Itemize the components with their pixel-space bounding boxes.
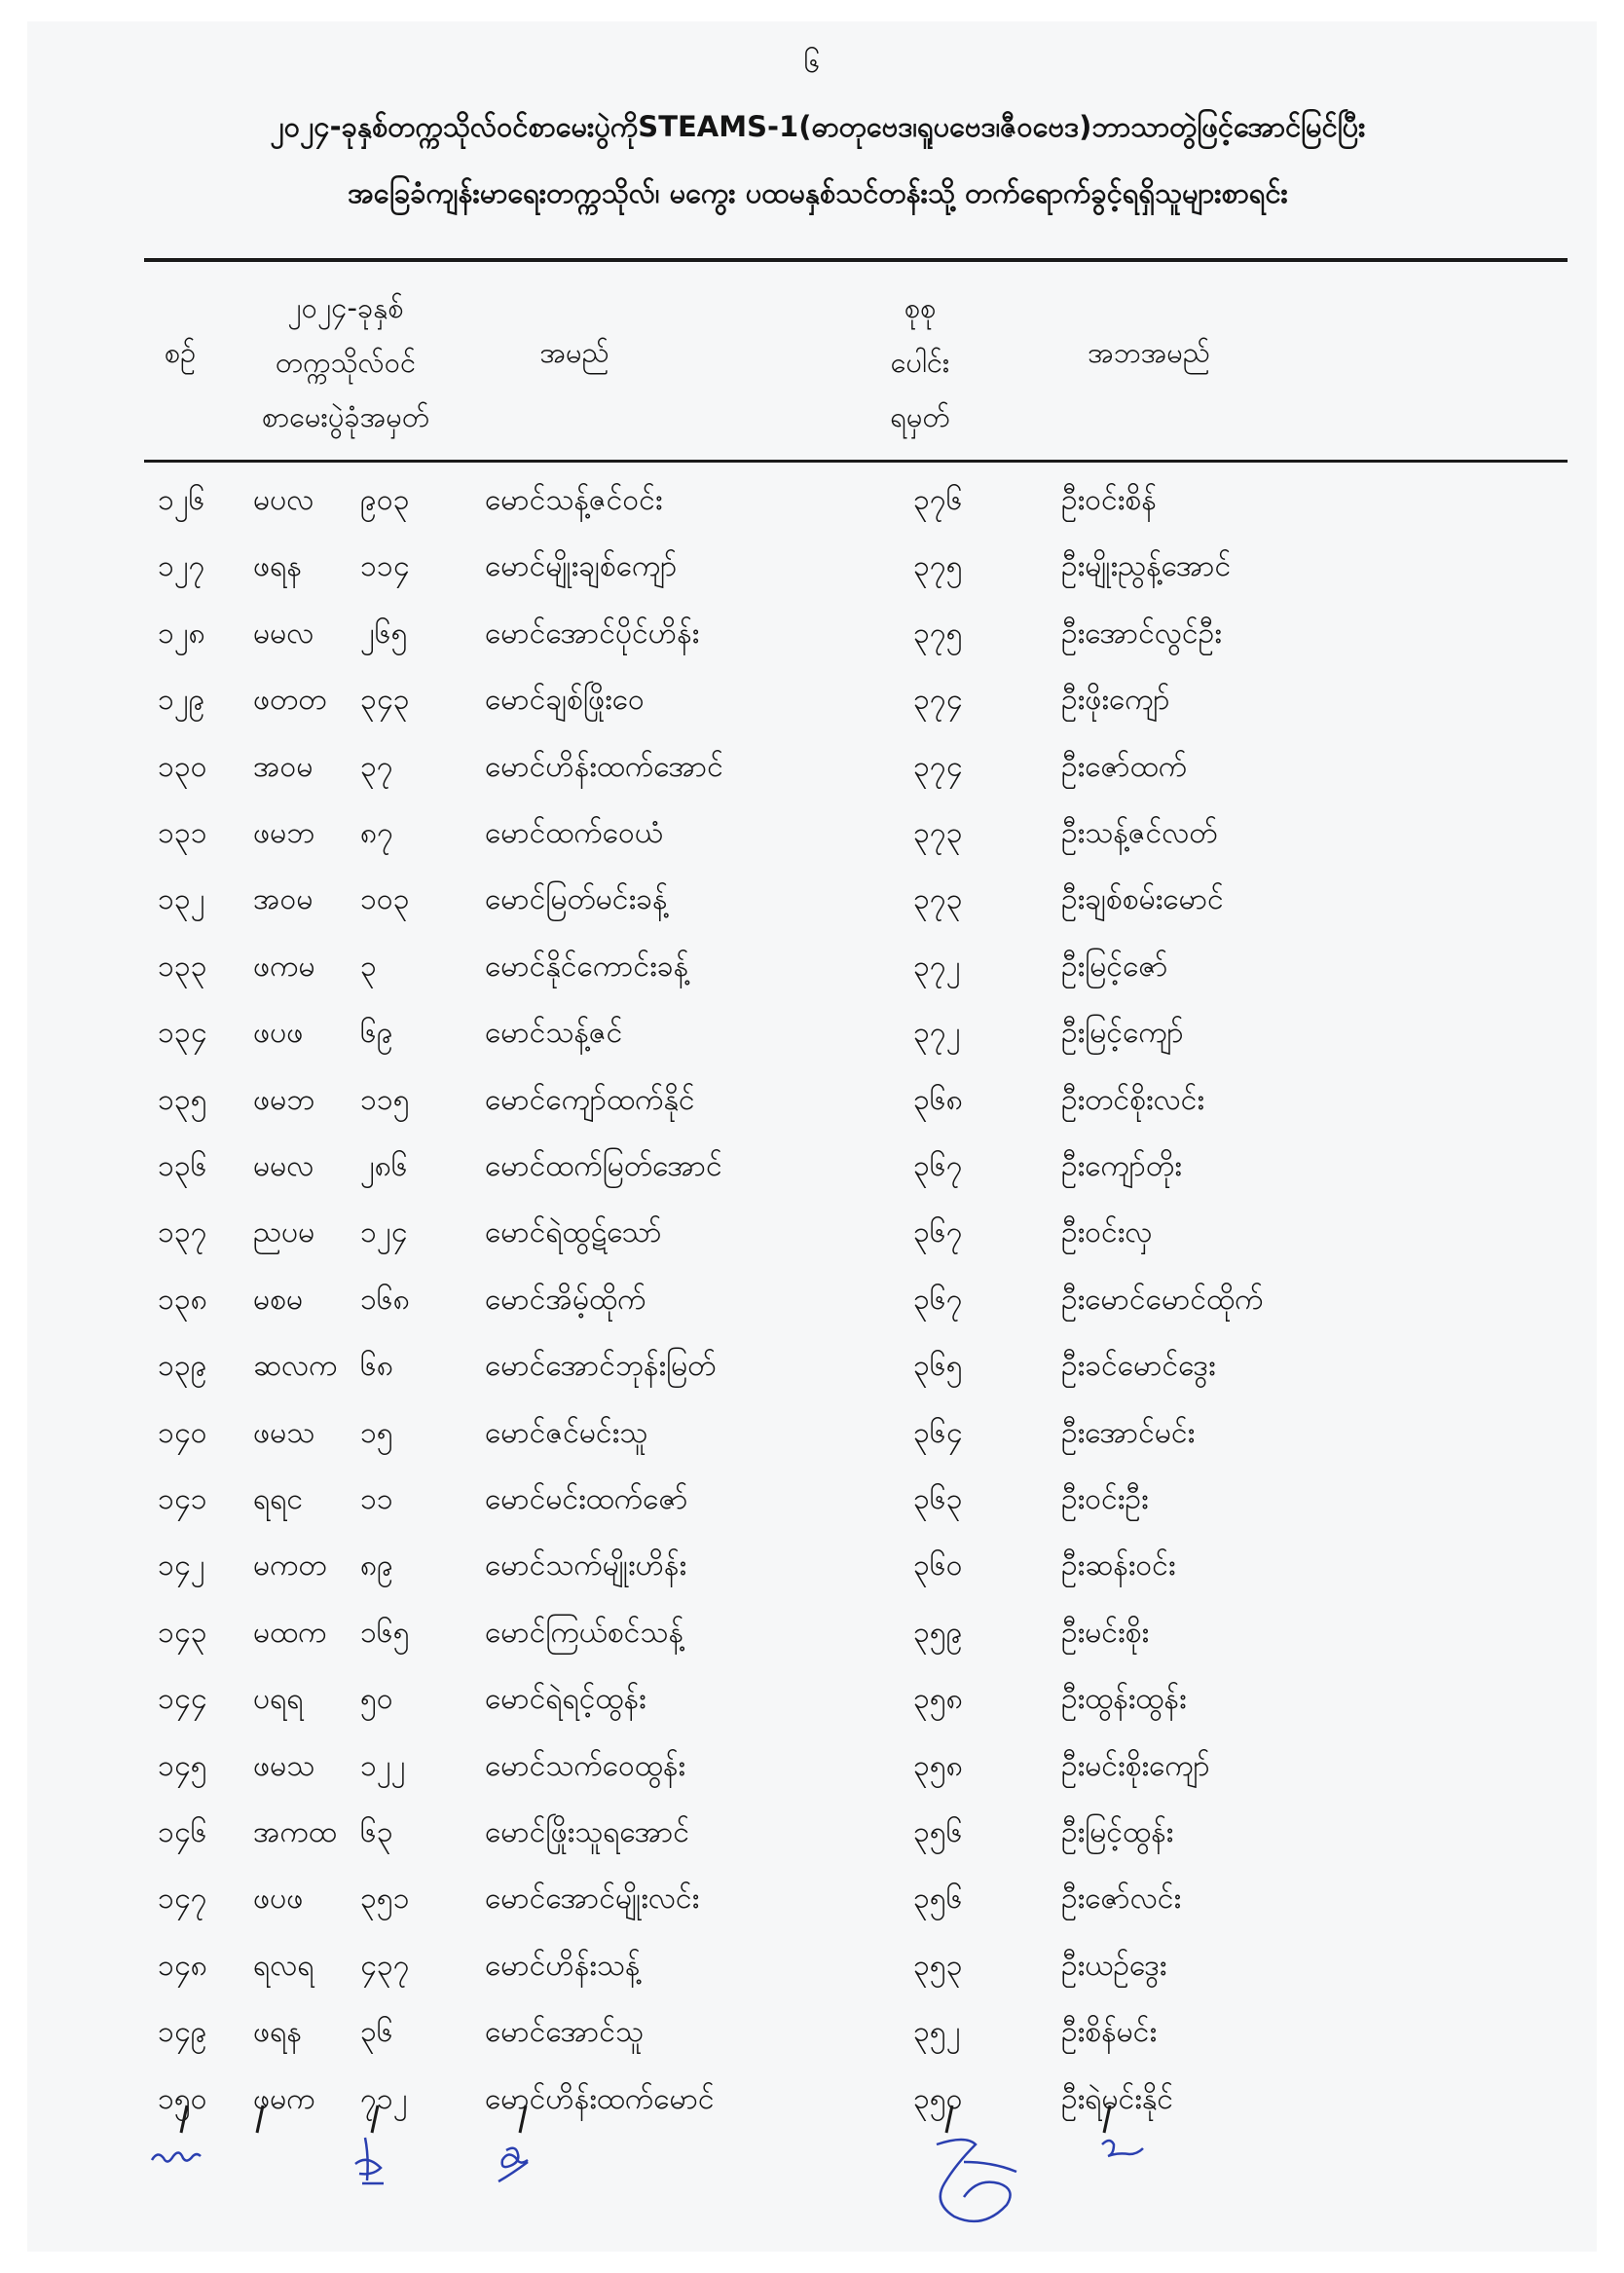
exam-code-cell: ရလရ <box>253 1948 314 1983</box>
exam-code-cell: အကထ <box>253 1815 337 1849</box>
exam-code-cell: ဖမဘ <box>253 816 315 850</box>
exam-code-cell: မစမ <box>253 1282 304 1317</box>
signatures <box>136 2104 1558 2269</box>
exam-code-cell: ဖကမ <box>253 949 315 984</box>
table-row <box>144 1134 1568 1200</box>
seq-cell: ၁၂၈ <box>158 615 205 651</box>
exam-code-cell: မကတ <box>253 1548 327 1584</box>
seq-cell: ၁၂၉ <box>158 683 205 718</box>
name-cell: မောင်သန့်ဇင် <box>485 1016 623 1051</box>
seq-cell: ၁၄၇ <box>158 1882 207 1917</box>
name-cell: မောင်နိုင်ကောင်းခန့် <box>485 949 689 984</box>
signature-area <box>136 2104 1558 2269</box>
total-score-cell: ၃၅၃ <box>913 1948 963 1983</box>
exam-code-cell: မထက <box>253 1615 327 1650</box>
father-name-cell: ဦးသန့်ဇင်လတ် <box>1061 816 1218 850</box>
seq-cell: ၁၄၂ <box>158 1548 205 1584</box>
father-name-cell: ဦးမင်းစိုး <box>1061 1615 1150 1650</box>
exam-number-cell: ၁၂၂ <box>360 1748 406 1783</box>
seq-cell: ၁၃၅ <box>158 1082 207 1117</box>
seq-cell: ၁၄၆ <box>158 1815 207 1849</box>
name-cell: မောင်ချစ်ဖြိုးဝေ <box>485 683 645 718</box>
total-score-cell: ၃၇၄ <box>913 749 963 784</box>
total-score-cell: ၃၆၇ <box>913 1282 963 1317</box>
name-cell: မောင်အောင်ပိုင်ဟိန်း <box>485 615 700 651</box>
table-row <box>144 1267 1568 1333</box>
total-score-cell: ၃၇၂ <box>913 949 961 984</box>
exam-number-cell: ၁၁၄ <box>360 549 410 584</box>
name-cell: မောင်ဇင်မင်းသူ <box>485 1415 648 1450</box>
page-number: ၆ <box>803 46 821 80</box>
name-cell: မောင်ဟိန်းသန့် <box>485 1948 641 1983</box>
total-score-cell: ၃၅၀ <box>913 2081 963 2116</box>
father-name-cell: ဦးခင်မောင်ဒွေး <box>1061 1349 1216 1384</box>
name-cell: မောင်ထက်ဝေယံ <box>485 816 664 850</box>
exam-number-cell: ၁၁၅ <box>360 1082 410 1117</box>
seq-cell: ၁၃၆ <box>158 1149 207 1183</box>
total-score-cell: ၃၇၃ <box>913 816 963 850</box>
father-name-cell: ဦးတင်စိုးလင်း <box>1061 1082 1204 1117</box>
name-cell: မောင်အောင်ဘုန်းမြတ် <box>485 1349 717 1384</box>
exam-code-cell: ဖရန <box>253 549 302 584</box>
total-score-cell: ၃၇၃ <box>913 882 963 917</box>
name-cell: မောင်ကျော်ထက်နိုင် <box>485 1082 695 1117</box>
table-row <box>144 601 1568 667</box>
father-name-cell: ဦးကျော်တိုး <box>1061 1149 1182 1183</box>
table-row <box>144 734 1568 801</box>
table-row <box>144 801 1568 867</box>
father-name-cell: ဦးယဉ်ဒွေး <box>1061 1948 1167 1983</box>
document-title-line-1: ၂၀၂၄-ခုနှစ်တက္ကသိုလ်ဝင်စာမေးပွဲကိုSTEAMS-1(ဓာတုဗေဒ၊ရူပဗေဒ၊ဇီဝဗေဒ)ဘာသာတွဲဖြင့်အောင်မြင်ပြီး <box>270 110 1366 143</box>
exam-number-cell: ၈၉ <box>360 1548 394 1584</box>
exam-number-cell: ၂၆၅ <box>360 615 408 651</box>
total-score-cell: ၃၆၅ <box>913 1349 963 1384</box>
exam-code-cell: ဖပဖ <box>253 1882 304 1917</box>
total-score-cell: ၃၅၈ <box>913 1682 963 1717</box>
father-name-cell: ဦးမျိုးညွန့်အောင် <box>1061 549 1232 584</box>
table-row <box>144 1800 1568 1866</box>
seq-cell: ၁၅၀ <box>158 2081 207 2116</box>
table-row <box>144 1400 1568 1467</box>
total-score-cell: ၃၇၅ <box>913 549 963 584</box>
name-cell: မောင်ရဲရင့်ထွန်း <box>485 1682 646 1717</box>
total-score-cell: ၃၆၇ <box>913 1215 963 1250</box>
table-row <box>144 667 1568 733</box>
exam-number-cell: ၁၅ <box>360 1415 393 1450</box>
father-name-cell: ဦးစိန်မင်း <box>1061 2015 1158 2050</box>
table-row <box>144 867 1568 933</box>
exam-code-cell: မမလ <box>253 615 314 651</box>
seq-cell: ၁၃၇ <box>158 1215 207 1250</box>
name-cell: မောင်ထက်မြတ်အောင် <box>485 1149 722 1183</box>
exam-code-cell: မပလ <box>253 483 314 517</box>
exam-number-cell: ၁၂၄ <box>360 1215 408 1250</box>
father-name-cell: ဦးဆန်းဝင်း <box>1061 1548 1176 1584</box>
total-score-cell: ၃၅၂ <box>913 2015 961 2050</box>
total-score-cell: ၃၇၂ <box>913 1016 961 1051</box>
exam-number-cell: ၅၀ <box>360 1682 393 1717</box>
exam-code-cell: မမလ <box>253 1149 314 1183</box>
seq-cell: ၁၃၂ <box>158 882 205 917</box>
total-score-cell: ၃၆၃ <box>913 1482 963 1516</box>
name-cell: မောင်မြတ်မင်းခန့် <box>485 882 668 917</box>
exam-code-cell: ဖရန <box>253 2015 302 2050</box>
total-score-cell: ၃၇၄ <box>913 683 963 718</box>
father-name-cell: ဦးမောင်မောင်ထိုက် <box>1061 1282 1264 1317</box>
name-cell: မောင်သန့်ဇင်ဝင်း <box>485 483 663 517</box>
father-name-cell: ဦးဇော်ထက် <box>1061 749 1188 784</box>
father-name-cell: ဦးချစ်စမ်းမောင် <box>1061 882 1224 917</box>
father-name-cell: ဦးရဲမင်းနိုင် <box>1061 2081 1174 2116</box>
total-score-cell: ၃၅၉ <box>913 1615 963 1650</box>
exam-number-cell: ၆၉ <box>360 1016 393 1051</box>
exam-number-cell: ၁၆၅ <box>360 1615 410 1650</box>
seq-cell: ၁၄၀ <box>158 1415 207 1450</box>
exam-code-cell: အဝမ <box>253 882 314 917</box>
name-cell: မောင်သက်မျိုးဟိန်း <box>485 1548 687 1584</box>
exam-number-cell: ၂၈၆ <box>360 1149 408 1183</box>
exam-number-cell: ၆၃ <box>360 1815 393 1849</box>
exam-code-cell: ညပမ <box>253 1215 315 1250</box>
total-score-cell: ၃၅၈ <box>913 1748 963 1783</box>
father-name-cell: ဦးဇော်လင်း <box>1061 1882 1182 1917</box>
table-row <box>144 1333 1568 1399</box>
table-top-rule <box>144 258 1568 262</box>
name-cell: မောင်သက်ဝေထွန်း <box>485 1748 686 1783</box>
seq-cell: ၁၄၉ <box>158 2015 207 2050</box>
seq-cell: ၁၂၆ <box>158 483 205 517</box>
header-total-score: စုစု ပေါင်း ရမှတ် <box>890 291 950 433</box>
exam-number-cell: ၃ <box>360 949 377 984</box>
total-score-cell: ၃၆၄ <box>913 1415 963 1450</box>
seq-cell: ၁၄၁ <box>158 1482 207 1516</box>
exam-number-cell: ၃၇ <box>360 749 393 784</box>
exam-number-cell: ၃၅၁ <box>360 1882 410 1917</box>
name-cell: မောင်အောင်သူ <box>485 2015 645 2050</box>
table-row <box>144 1999 1568 2066</box>
father-name-cell: ဦးအောင်လွင်ဦး <box>1061 615 1222 651</box>
exam-number-cell: ၇၁၂ <box>360 2081 408 2116</box>
seq-cell: ၁၃၄ <box>158 1016 207 1051</box>
exam-code-cell: ဖပဖ <box>253 1016 304 1051</box>
exam-code-cell: ဆလက <box>253 1349 338 1384</box>
name-cell: မောင်ကြယ်စင်သန့် <box>485 1615 683 1650</box>
exam-number-cell: ၃၆ <box>360 2015 393 2050</box>
seq-cell: ၁၄၃ <box>158 1615 207 1650</box>
exam-code-cell: ဖမဘ <box>253 1082 315 1117</box>
seq-cell: ၁၄၈ <box>158 1948 207 1983</box>
name-cell: မောင်အိမ့်ထိုက် <box>485 1282 646 1317</box>
name-cell: မောင်ဖြိုးသူရအောင် <box>485 1815 690 1849</box>
exam-number-cell: ၄၃၇ <box>360 1948 410 1983</box>
exam-code-cell: ရရင <box>253 1482 304 1516</box>
seq-cell: ၁၄၄ <box>158 1682 207 1717</box>
total-score-cell: ၃၅၆ <box>913 1815 963 1849</box>
exam-code-cell: အဝမ <box>253 749 314 784</box>
father-name-cell: ဦးမြင့်ကျော် <box>1061 1016 1184 1051</box>
father-name-cell: ဦးမင်းစိုးကျော် <box>1061 1748 1210 1783</box>
exam-code-cell: ဖတတ <box>253 683 327 718</box>
father-name-cell: ဦးဝင်းလှ <box>1061 1215 1153 1250</box>
seq-cell: ၁၃၉ <box>158 1349 207 1384</box>
exam-code-cell: ဖမသ <box>253 1748 315 1783</box>
table-row <box>144 534 1568 600</box>
total-score-cell: ၃၇၆ <box>913 483 963 517</box>
exam-number-cell: ၉၀၃ <box>360 483 410 517</box>
seq-cell: ၁၃၈ <box>158 1282 207 1317</box>
table-row <box>144 1600 1568 1666</box>
father-name-cell: ဦးဝင်းစိန် <box>1061 483 1157 517</box>
father-name-cell: ဦးအောင်မင်း <box>1061 1415 1196 1450</box>
name-cell: မောင်အောင်မျိုးလင်း <box>485 1882 700 1917</box>
total-score-cell: ၃၅၆ <box>913 1882 963 1917</box>
exam-code-cell: ပရရ <box>253 1682 304 1717</box>
total-score-cell: ၃၆၇ <box>913 1149 963 1183</box>
total-score-cell: ၃၆၀ <box>913 1548 963 1584</box>
table-row <box>144 934 1568 1000</box>
exam-code-cell: ဖမက <box>253 2081 315 2116</box>
exam-number-cell: ၆၈ <box>360 1349 394 1384</box>
total-score-cell: ၃၇၅ <box>913 615 963 651</box>
name-cell: မောင်ဟိန်းထက်မောင် <box>485 2081 715 2116</box>
father-name-cell: ဦးထွန်းထွန်း <box>1061 1682 1187 1717</box>
seq-cell: ၁၃၀ <box>158 749 207 784</box>
table-header-rule <box>144 460 1568 463</box>
name-cell: မောင်ရဲထွဋ်သော် <box>485 1215 662 1250</box>
father-name-cell: ဦးမြင့်ဇော် <box>1061 949 1168 984</box>
total-score-cell: ၃၆၈ <box>913 1082 963 1117</box>
table-row <box>144 1000 1568 1066</box>
seq-cell: ၁၃၁ <box>158 816 207 850</box>
table-row <box>144 1533 1568 1599</box>
header-name: အမည် <box>539 336 609 369</box>
slash-marks <box>181 2105 1110 2133</box>
exam-number-cell: ၁၆၈ <box>360 1282 410 1317</box>
father-name-cell: ဦးဖိုးကျော် <box>1061 683 1170 718</box>
seq-cell: ၁၃၃ <box>158 949 207 984</box>
exam-number-cell: ၁၀၃ <box>360 882 410 917</box>
father-name-cell: ဦးမြင့်ထွန်း <box>1061 1815 1174 1849</box>
exam-number-cell: ၃၄၃ <box>360 683 410 718</box>
name-cell: မောင်မျိုးချစ်ကျော် <box>485 549 678 584</box>
table-row <box>144 1866 1568 1932</box>
handwritten-signatures <box>152 2138 1143 2221</box>
header-seq: စဉ် <box>164 336 197 369</box>
exam-number-cell: ၈၇ <box>360 816 394 850</box>
seq-cell: ၁၄၅ <box>158 1748 207 1783</box>
seq-cell: ၁၂၇ <box>158 549 205 584</box>
table-row <box>144 1933 1568 1999</box>
table-row <box>144 1666 1568 1733</box>
table-row <box>144 467 1568 534</box>
father-name-cell: ဦးဝင်းဦး <box>1061 1482 1149 1516</box>
document-title-line-2: အခြေခံကျန်းမာရေးတက္ကသိုလ်၊ မကွေး ပထမနှစ်သင်တန်းသို့ တက်ရောက်ခွင့်ရရှိသူများစာရင်း <box>348 176 1288 209</box>
name-cell: မောင်မင်းထက်ဇော် <box>485 1482 688 1516</box>
exam-code-cell: ဖမသ <box>253 1415 315 1450</box>
name-cell: မောင်ဟိန်းထက်အောင် <box>485 749 723 784</box>
header-exam-number: ၂၀၂၄-ခုနှစ် တက္ကသိုလ်ဝင် စာမေးပွဲခုံအမှတ် <box>261 291 430 433</box>
table-row <box>144 1467 1568 1533</box>
table-row <box>144 1067 1568 1134</box>
table-row <box>144 1733 1568 1800</box>
exam-number-cell: ၁၁ <box>360 1482 393 1516</box>
table-row <box>144 1200 1568 1266</box>
header-father-name: အဘအမည် <box>1088 336 1210 369</box>
